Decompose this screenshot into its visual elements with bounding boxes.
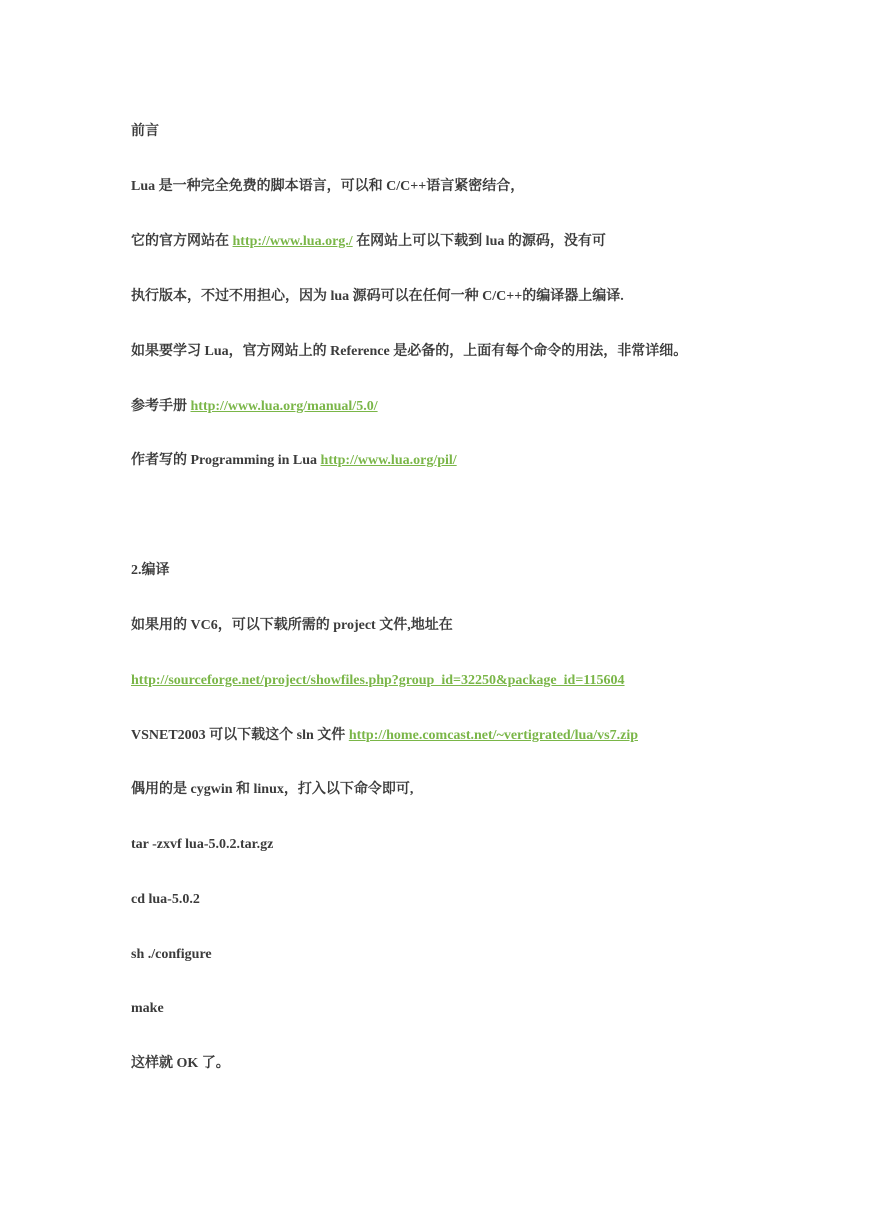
cygwin-note: 偶用的是 cygwin 和 linux，打入以下命令即可, — [131, 782, 414, 797]
official-site-link[interactable]: http://www.lua.org./ — [232, 234, 353, 249]
pil-label: 作者写的 Programming in Lua — [131, 453, 321, 468]
sourceforge-line — [131, 672, 625, 690]
command-make: make — [131, 1001, 164, 1016]
intro-paragraph: Lua 是一种完全免费的脚本语言，可以和 C/C++语言紧密结合， — [131, 179, 525, 194]
command-cd: cd lua-5.0.2 — [131, 892, 200, 907]
compile-note: 执行版本，不过不用担心，因为 lua 源码可以在任何一种 C/C++的编译器上编译. — [131, 289, 624, 304]
download-text: 在网站上可以下载到 lua 的源码，没有可 — [352, 234, 606, 249]
manual-link[interactable]: http://www.lua.org/manual/5.0/ — [190, 399, 378, 414]
manual-line — [131, 398, 378, 416]
pil-line — [131, 452, 457, 470]
sourceforge-link[interactable]: http://sourceforge.net/project/showfiles.php?group_id=32250&package_id=115604 — [131, 673, 625, 688]
manual-label: 参考手册 — [131, 399, 191, 414]
official-site-line — [131, 233, 606, 251]
reference-note: 如果要学习 Lua，官方网站上的 Reference 是必备的，上面有每个命令的用法，非常详细。 — [131, 344, 688, 359]
vsnet-line — [131, 727, 638, 745]
vc6-note: 如果用的 VC6，可以下载所需的 project 文件,地址在 — [131, 618, 453, 633]
compile-heading: 2.编译 — [131, 563, 170, 578]
vsnet-label: VSNET2003 可以下载这个 sln 文件 — [131, 728, 349, 743]
closing-note: 这样就 OK 了。 — [131, 1056, 230, 1071]
command-tar: tar -zxvf lua-5.0.2.tar.gz — [131, 837, 274, 852]
official-site-text: 它的官方网站在 — [131, 234, 233, 249]
pil-link[interactable]: http://www.lua.org/pil/ — [320, 453, 457, 468]
command-configure: sh ./configure — [131, 947, 212, 962]
vs7-zip-link[interactable]: http://home.comcast.net/~vertigrated/lua/vs7.zip — [348, 728, 638, 743]
preface-heading: 前言 — [131, 124, 159, 139]
